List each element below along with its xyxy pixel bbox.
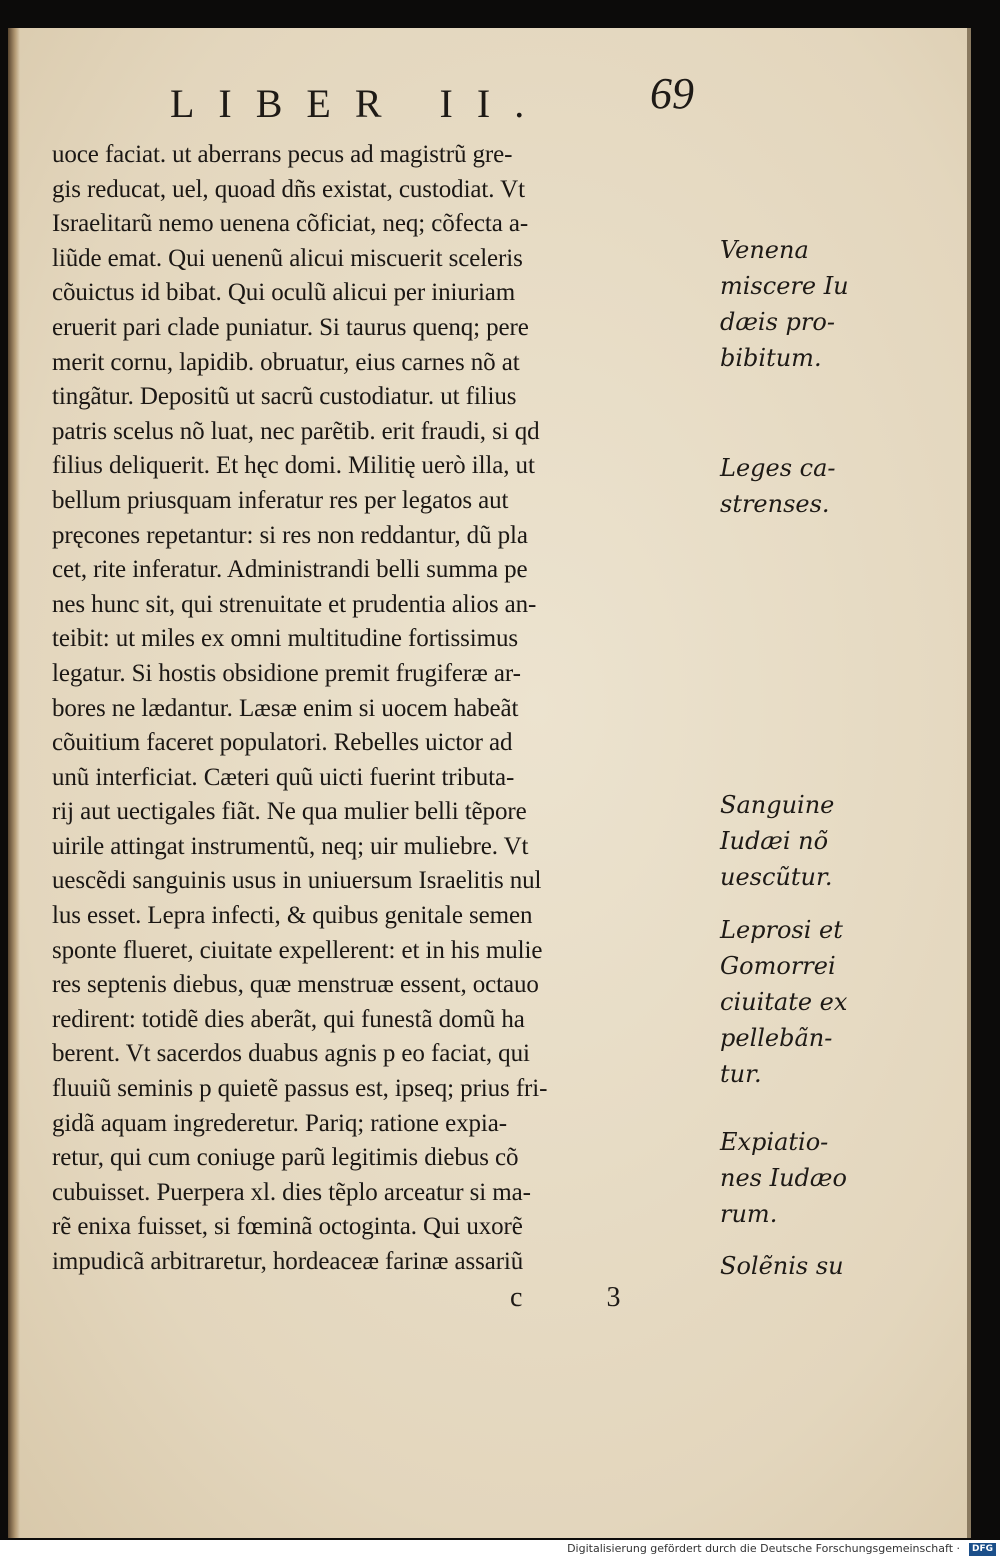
note-line: Venena [720, 236, 809, 264]
note-line: tur. [720, 1060, 762, 1088]
note-line: strenses. [720, 490, 830, 518]
text-line: uirile attingat instrumentũ, neq; uir muliebre. Vt [52, 832, 529, 860]
page-spine-shadow [8, 28, 20, 1538]
text-line: impudicã arbitraretur, hordeaceæ farinæ assariũ [52, 1248, 524, 1275]
note-line: Leges ca- [720, 454, 836, 482]
text-line: cõuitium faceret populatori. Rebelles uictor ad [52, 729, 513, 757]
marginal-note-expiationes [720, 1124, 880, 1232]
note-line: Gomorrei [720, 952, 836, 980]
text-line: patris scelus nõ luat, nec parẽtib. erit fraudi, si qd [52, 417, 540, 445]
page-edge [967, 28, 971, 1538]
note-line: Solẽnis su [720, 1252, 844, 1280]
dfg-logo-icon: DFG [969, 1543, 996, 1556]
text-line: gidã aquam ingrederetur. Pariq; ratione expia- [52, 1109, 507, 1137]
note-line: dæis pro- [720, 308, 835, 336]
text-line: liũde emat. Qui uenenũ alicui miscuerit sceleris [52, 244, 523, 272]
text-line: rij aut uectigales fiãt. Ne qua mulier belli tẽpore [52, 798, 527, 826]
folio-number: 69 [650, 69, 694, 118]
text-line: teibit: ut miles ex omni multitudine fortissimus [52, 625, 519, 653]
text-line: cubuisset. Puerpera xl. dies tẽplo arceatur si ma- [52, 1178, 531, 1206]
text-line: cõuictus id bibat. Qui oculũ alicui per iniuriam [52, 279, 516, 307]
text-line: unũ interficiat. Cæteri quũ uicti fuerint tributa- [52, 763, 515, 791]
text-line: rẽ enixa fuisset, si fœminã octoginta. Qui uxorẽ [52, 1213, 523, 1241]
note-line: Iudæi nõ [720, 827, 829, 855]
text-line: filius deliquerit. Et hęc domi. Militię uerò illa, ut [52, 452, 535, 480]
text-line: tingãtur. Depositũ ut sacrũ custodiatur. ut filius [52, 383, 517, 411]
text-line: uescẽdi sanguinis usus in uniuersum Israelitis nul [52, 867, 542, 895]
text-line: fluuiũ seminis p quietẽ passus est, ipseq; prius fri- [52, 1075, 548, 1103]
signature-letter: c [510, 1282, 523, 1313]
note-line: Sanguine [720, 791, 835, 819]
marginal-note-venena [720, 232, 880, 376]
note-line: ciuitate ex [720, 988, 848, 1016]
note-line: miscere Iu [720, 272, 849, 300]
note-line: uescũtur. [720, 863, 833, 891]
text-line: redirent: totidẽ dies aberãt, qui funestã domũ ha [52, 1005, 525, 1033]
note-line: pellebãn- [720, 1024, 833, 1052]
note-line: Expiatio- [720, 1128, 829, 1156]
text-line: berent. Vt sacerdos duabus agnis p eo faciat, qui [52, 1040, 530, 1068]
text-line: sponte flueret, ciuitate expellerent: et in his mulie [52, 936, 543, 964]
text-line: nes hunc sit, qui strenuitate et prudentia alios an- [52, 590, 537, 618]
marginal-note-leges [720, 450, 880, 522]
text-line: merit cornu, lapidib. obruatur, eius carnes nõ at [52, 348, 520, 376]
main-text-block [52, 138, 720, 1280]
marginal-note-solenis [720, 1248, 880, 1284]
running-head: LIBER II. [170, 81, 549, 126]
note-line: bibitum. [720, 344, 822, 372]
note-line: nes Iudæo [720, 1164, 847, 1192]
text-line: uoce faciat. ut aberrans pecus ad magistrũ gre- [52, 141, 513, 168]
text-line: pręcones repetantur: si res non reddantur, dũ pla [52, 521, 528, 549]
digitization-footer [0, 1540, 1000, 1559]
text-line: Israelitarũ nemo uenena cõficiat, neq; cõfecta a- [52, 210, 529, 238]
signature-mark [510, 1282, 650, 1314]
marginal-note-leprosi [720, 912, 880, 1092]
note-line: rum. [720, 1200, 778, 1228]
note-line: Leprosi et [720, 916, 843, 944]
text-line: bellum priusquam inferatur res per legatos aut [52, 486, 509, 514]
text-line: eruerit pari clade puniatur. Si taurus quenq; pere [52, 313, 529, 341]
signature-number: 3 [606, 1282, 621, 1313]
footer-credit: Digitalisierung gefördert durch die Deutsche Forschungsgemeinschaft · [567, 1542, 960, 1555]
text-line: gis reducat, uel, quoad dñs existat, custodiat. Vt [52, 175, 525, 203]
marginal-note-sanguine [720, 787, 880, 895]
text-line: res septenis diebus, quæ menstruæ essent, octauo [52, 971, 539, 999]
text-line: lus esset. Lepra infecti, & quibus genitale semen [52, 902, 533, 930]
text-line: bores ne lædantur. Læsæ enim si uocem habeãt [52, 694, 519, 722]
text-line: retur, qui cum coniuge parũ legitimis diebus cõ [52, 1144, 519, 1172]
text-line: cet, rite inferatur. Administrandi belli summa pe [52, 556, 528, 584]
text-line: legatur. Si hostis obsidione premit frugiferæ ar- [52, 659, 521, 687]
